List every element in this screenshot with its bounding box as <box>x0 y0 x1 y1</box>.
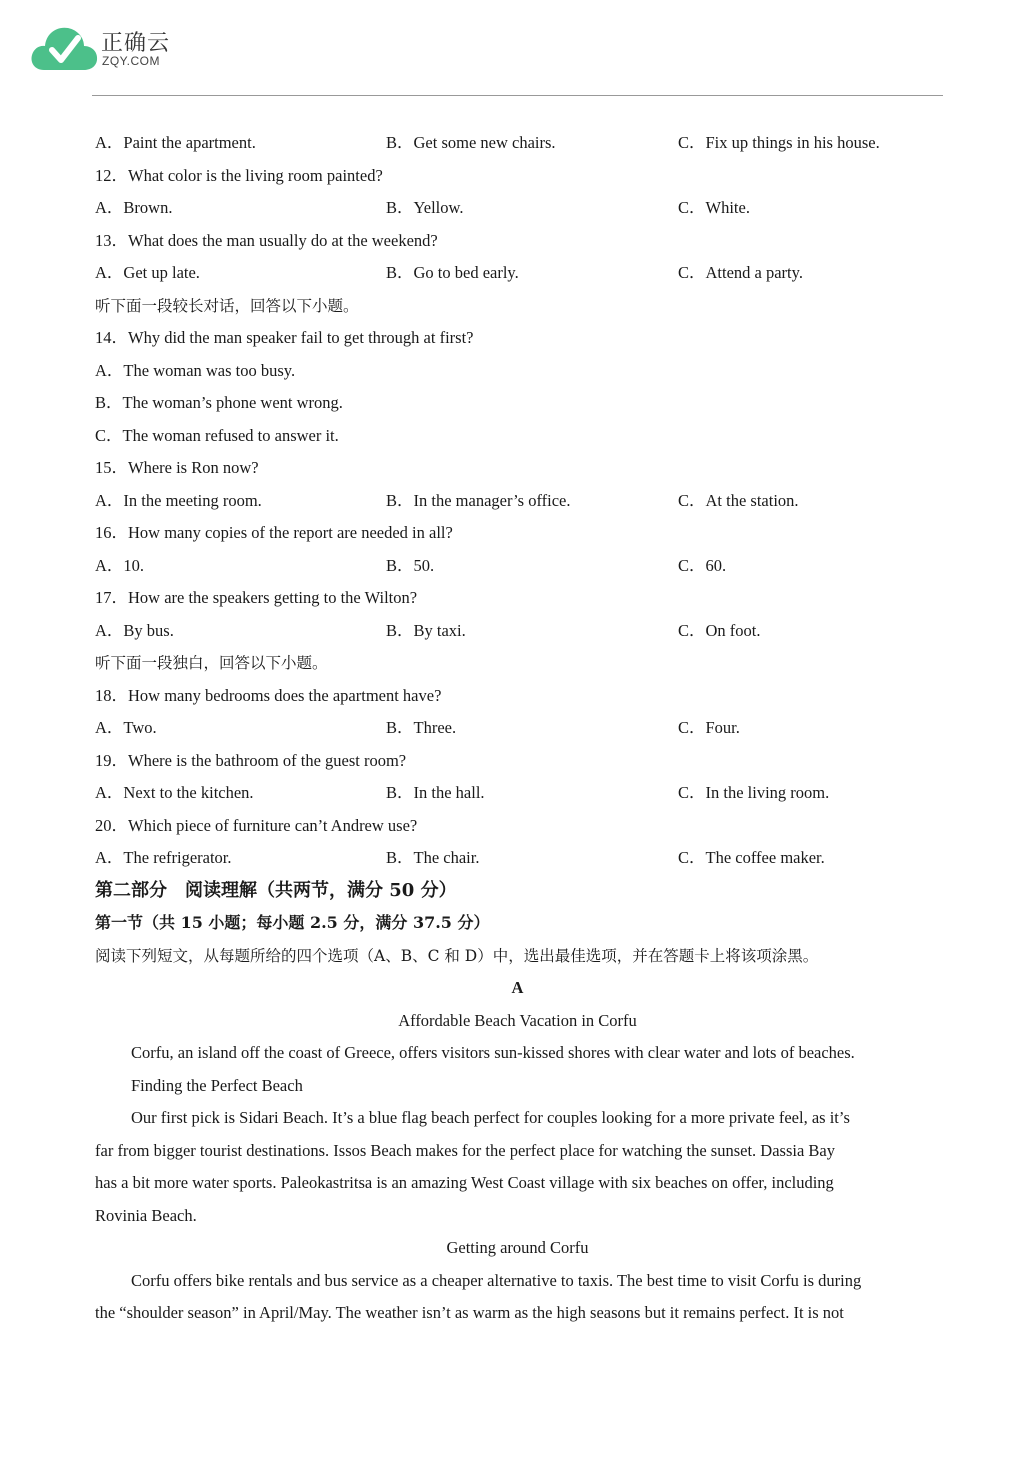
option-c: C．At the station. <box>678 490 799 510</box>
header-divider <box>92 95 943 96</box>
instruction-long-dialog: 听下面一段较长对话，回答以下小题。 <box>95 296 359 315</box>
passage-paragraph-2-line-2: far from bigger tourist destinations. Issos Beach makes for the perfect place for watching the sunset. Dassia Bay <box>95 1140 835 1160</box>
q11-options <box>95 127 940 160</box>
option-a: A．In the meeting room. <box>95 490 262 510</box>
passage-paragraph-2-line-1: Our first pick is Sidari Beach. It’s a blue flag beach perfect for couples looking for a more private feel, as it’s <box>131 1108 850 1127</box>
passage-paragraph-2-line-4: Rovinia Beach. <box>95 1205 197 1225</box>
q18-question: 18．How many bedrooms does the apartment have? <box>95 685 442 705</box>
option-a: A．The refrigerator. <box>95 848 232 867</box>
q17-options <box>95 615 940 648</box>
q13-options <box>95 257 940 290</box>
option-b: B．The chair. <box>386 848 480 867</box>
option-b: B．In the hall. <box>386 783 485 802</box>
option-a: A．Next to the kitchen. <box>95 783 254 802</box>
q14-option-c: C．The woman refused to answer it. <box>95 425 339 445</box>
option-b: B．In the manager’s office. <box>386 490 571 510</box>
brand-domain: ZQY.COM <box>102 54 160 68</box>
reading-part-title: 第二部分 阅读理解（共两节，满分 50 分） <box>95 879 457 901</box>
passage-subheading-1: Finding the Perfect Beach <box>131 1075 303 1095</box>
option-c: C．On foot. <box>678 620 761 640</box>
option-b: B．Go to bed early. <box>386 263 519 282</box>
passage-paragraph-2-line-3: has a bit more water sports. Paleokastritsa is an amazing West Coast village with six beaches on offer, including <box>95 1173 834 1192</box>
q13-question: 13．What does the man usually do at the weekend? <box>95 230 438 250</box>
q19-question: 19．Where is the bathroom of the guest room? <box>95 750 407 770</box>
passage-letter: A <box>511 978 524 997</box>
option-b: B．By taxi. <box>386 620 466 640</box>
q15-question: 15．Where is Ron now? <box>95 458 259 477</box>
q20-question: 20．Which piece of furniture can’t Andrew use? <box>95 815 418 835</box>
q17-question: 17．How are the speakers getting to the Wilton? <box>95 588 418 607</box>
passage-title: Affordable Beach Vacation in Corfu <box>398 1010 637 1030</box>
reading-instruction: 阅读下列短文，从每题所给的四个选项（A、B、C 和 D）中，选出最佳选项，并在答题卡上将该项涂黑。 <box>95 946 819 965</box>
instruction-monologue: 听下面一段独白，回答以下小题。 <box>95 654 328 672</box>
option-a: A．10. <box>95 555 145 575</box>
option-a: A．Brown. <box>95 198 173 217</box>
q20-options <box>95 842 940 875</box>
passage-paragraph-3-line-2: the “shoulder season” in April/May. The weather isn’t as warm as the high seasons but it remains perfect. It is not <box>95 1303 844 1322</box>
q18-options <box>95 712 940 745</box>
q12-options <box>95 192 940 225</box>
q16-options <box>95 550 940 583</box>
option-b: B．Get some new chairs. <box>386 133 556 152</box>
q19-options <box>95 777 940 810</box>
q14-option-b: B．The woman’s phone went wrong. <box>95 393 343 412</box>
passage-paragraph-1: Corfu, an island off the coast of Greece, offers visitors sun-kissed shores with clear water and lots of beaches. <box>131 1043 855 1062</box>
q14-option-a: A．The woman was too busy. <box>95 360 296 380</box>
option-a: A．Two. <box>95 718 157 737</box>
option-b: B．50. <box>386 555 435 575</box>
option-c: C．Four. <box>678 718 740 737</box>
q12-question: 12．What color is the living room painted? <box>95 165 383 185</box>
option-c: C．White. <box>678 198 750 217</box>
option-c: C．Fix up things in his house. <box>678 133 880 152</box>
option-a: A．Paint the apartment. <box>95 133 256 152</box>
option-c: C．The coffee maker. <box>678 848 825 867</box>
option-c: C．In the living room. <box>678 783 830 802</box>
option-b: B．Three. <box>386 718 457 737</box>
option-a: A．Get up late. <box>95 263 200 282</box>
cloud-check-icon <box>30 22 100 74</box>
option-b: B．Yellow. <box>386 198 464 217</box>
passage-paragraph-3-line-1: Corfu offers bike rentals and bus service as a cheaper alternative to taxis. The best time to visit Corfu is during <box>131 1270 862 1290</box>
option-c: C．60. <box>678 555 727 575</box>
brand-name-cn: 正确云 <box>101 31 171 56</box>
passage-subheading-2: Getting around Corfu <box>446 1238 589 1257</box>
q14-question: 14．Why did the man speaker fail to get through at first? <box>95 328 474 347</box>
option-a: A．By bus. <box>95 620 174 640</box>
option-c: C．Attend a party. <box>678 263 803 282</box>
reading-section-title: 第一节（共 15 小题；每小题 2.5 分，满分 37.5 分） <box>95 913 490 932</box>
q15-options <box>95 485 940 518</box>
exam-page-content <box>95 127 940 1330</box>
q16-question: 16．How many copies of the report are needed in all? <box>95 523 453 542</box>
